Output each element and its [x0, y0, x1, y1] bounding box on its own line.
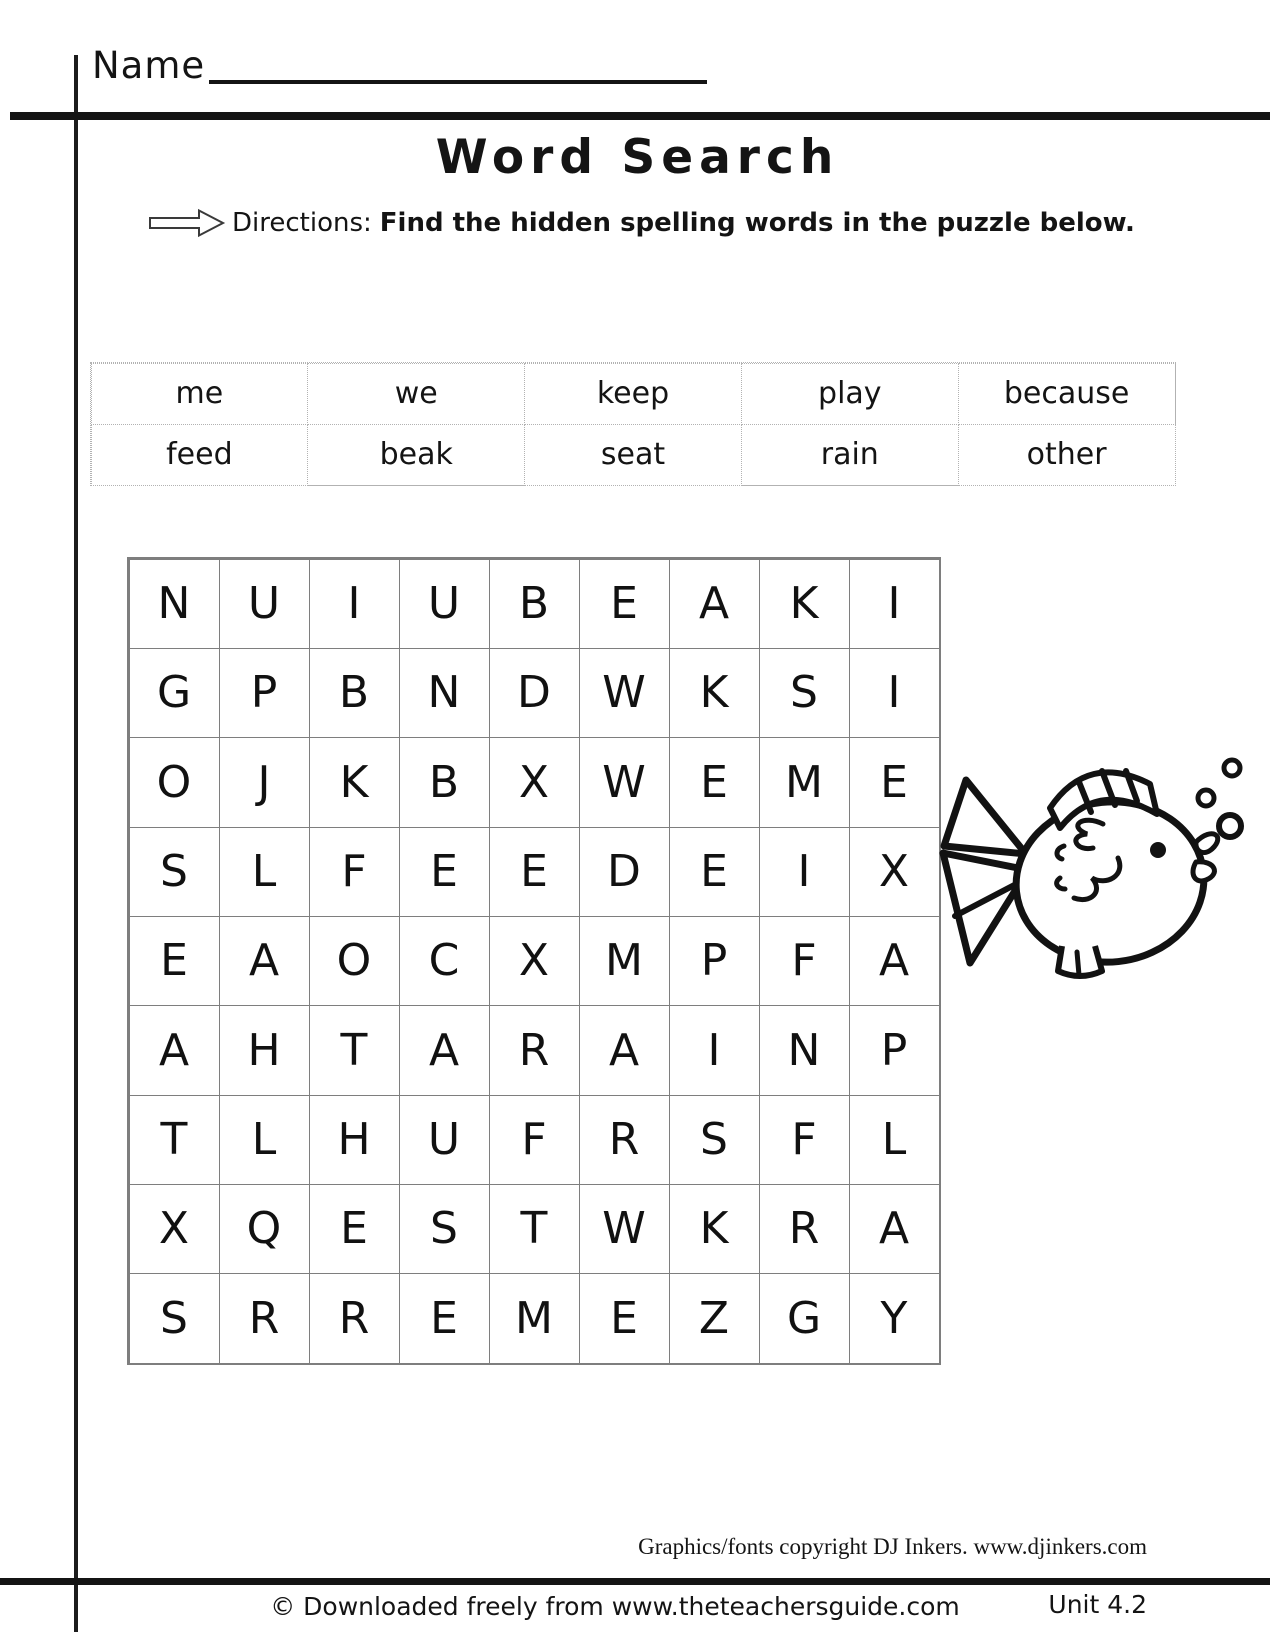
grid-letter-cell[interactable]: A [219, 916, 310, 1006]
grid-letter-cell[interactable]: A [399, 1005, 490, 1095]
grid-letter-cell[interactable]: F [309, 827, 400, 917]
grid-letter-cell[interactable]: E [399, 1273, 490, 1363]
word-bank-word: other [958, 424, 1176, 486]
grid-letter-cell[interactable]: J [219, 737, 310, 827]
graphics-credit: Graphics/fonts copyright DJ Inkers. www.djinkers.com [638, 1534, 1147, 1559]
footer-divider-rule [0, 1578, 1270, 1585]
grid-letter-cell[interactable]: I [849, 648, 940, 738]
unit-label: Unit 4.2 [1048, 1590, 1147, 1619]
directions-label: Directions: [232, 208, 372, 238]
grid-letter-cell[interactable]: M [579, 916, 670, 1006]
grid-letter-cell[interactable]: M [759, 737, 850, 827]
grid-letter-cell[interactable]: A [849, 1184, 940, 1274]
word-bank-word: seat [524, 424, 742, 486]
grid-letter-cell[interactable]: E [489, 827, 580, 917]
grid-letter-cell[interactable]: F [759, 1095, 850, 1185]
download-credit: © Downloaded freely from www.theteachersguide.com [270, 1592, 960, 1621]
grid-letter-cell[interactable]: I [849, 559, 940, 649]
grid-letter-cell[interactable]: X [489, 916, 580, 1006]
grid-letter-cell[interactable]: U [219, 559, 310, 649]
grid-letter-cell[interactable]: P [669, 916, 760, 1006]
grid-letter-cell[interactable]: S [129, 827, 220, 917]
bubble-large [1219, 815, 1241, 837]
grid-letter-cell[interactable]: O [309, 916, 400, 1006]
grid-letter-cell[interactable]: W [579, 737, 670, 827]
grid-letter-cell[interactable]: T [309, 1005, 400, 1095]
grid-letter-cell[interactable]: I [309, 559, 400, 649]
grid-letter-cell[interactable]: H [219, 1005, 310, 1095]
word-bank-word: because [958, 363, 1176, 425]
word-bank-word: feed [91, 424, 309, 486]
grid-letter-cell[interactable]: W [579, 1184, 670, 1274]
grid-letter-cell[interactable]: A [669, 559, 760, 649]
bubble-top [1224, 760, 1240, 776]
grid-letter-cell[interactable]: E [849, 737, 940, 827]
grid-letter-cell[interactable]: N [129, 559, 220, 649]
grid-letter-cell[interactable]: B [399, 737, 490, 827]
word-search-grid [127, 557, 941, 1365]
grid-letter-cell[interactable]: S [399, 1184, 490, 1274]
right-block-arrow-icon [148, 208, 226, 238]
grid-letter-cell[interactable]: E [669, 827, 760, 917]
grid-letter-cell[interactable]: E [309, 1184, 400, 1274]
grid-letter-cell[interactable]: X [489, 737, 580, 827]
grid-letter-cell[interactable]: W [579, 648, 670, 738]
grid-letter-cell[interactable]: U [399, 559, 490, 649]
word-bank-word: me [91, 363, 309, 425]
name-blank-line[interactable] [209, 44, 707, 84]
grid-letter-cell[interactable]: B [489, 559, 580, 649]
grid-letter-cell[interactable]: T [489, 1184, 580, 1274]
grid-letter-cell[interactable]: K [669, 648, 760, 738]
bubble-small [1198, 790, 1214, 806]
grid-letter-cell[interactable]: N [399, 648, 490, 738]
fish-tail-upper-blade [944, 780, 1026, 854]
grid-letter-cell[interactable]: D [489, 648, 580, 738]
grid-letter-cell[interactable]: E [129, 916, 220, 1006]
name-row [92, 44, 707, 87]
grid-letter-cell[interactable]: R [309, 1273, 400, 1363]
word-bank-word: rain [741, 424, 959, 486]
grid-letter-cell[interactable]: Y [849, 1273, 940, 1363]
grid-letter-cell[interactable]: E [399, 827, 490, 917]
grid-letter-cell[interactable]: L [219, 827, 310, 917]
name-label: Name [92, 44, 206, 87]
page-title: Word Search [435, 130, 840, 185]
grid-letter-cell[interactable]: Q [219, 1184, 310, 1274]
header-divider-rule [10, 112, 1270, 120]
grid-letter-cell[interactable]: L [849, 1095, 940, 1185]
grid-letter-cell[interactable]: C [399, 916, 490, 1006]
grid-letter-cell[interactable]: R [219, 1273, 310, 1363]
grid-letter-cell[interactable]: F [759, 916, 850, 1006]
fish-eye [1150, 842, 1166, 858]
grid-letter-cell[interactable]: R [579, 1095, 670, 1185]
grid-letter-cell[interactable]: R [489, 1005, 580, 1095]
grid-letter-cell[interactable]: X [129, 1184, 220, 1274]
grid-letter-cell[interactable]: S [759, 648, 850, 738]
grid-letter-cell[interactable]: K [309, 737, 400, 827]
grid-letter-cell[interactable]: F [489, 1095, 580, 1185]
grid-letter-cell[interactable]: L [219, 1095, 310, 1185]
fish-lip-upper [1196, 834, 1218, 853]
grid-letter-cell[interactable]: G [129, 648, 220, 738]
grid-letter-cell[interactable]: I [669, 1005, 760, 1095]
word-bank-word: play [741, 363, 959, 425]
grid-letter-cell[interactable]: P [849, 1005, 940, 1095]
grid-letter-cell[interactable]: R [759, 1184, 850, 1274]
grid-letter-cell[interactable]: M [489, 1273, 580, 1363]
grid-letter-cell[interactable]: T [129, 1095, 220, 1185]
fish-lip-lower [1193, 862, 1214, 881]
grid-letter-cell[interactable]: S [129, 1273, 220, 1363]
grid-letter-cell[interactable]: G [759, 1273, 850, 1363]
directions-row [148, 208, 1135, 238]
grid-letter-cell[interactable]: D [579, 827, 670, 917]
grid-letter-cell[interactable]: A [129, 1005, 220, 1095]
grid-letter-cell[interactable]: S [669, 1095, 760, 1185]
grid-letter-cell[interactable]: A [579, 1005, 670, 1095]
word-bank-table [90, 362, 1176, 486]
grid-letter-cell[interactable]: A [849, 916, 940, 1006]
word-bank-word: we [307, 363, 525, 425]
fish-illustration [938, 750, 1250, 998]
grid-letter-cell[interactable]: B [309, 648, 400, 738]
fish-bottom-fin-line [1077, 952, 1079, 975]
word-bank-word: keep [524, 363, 742, 425]
grid-letter-cell[interactable]: P [219, 648, 310, 738]
grid-letter-cell[interactable]: U [399, 1095, 490, 1185]
word-bank-word: beak [307, 424, 525, 486]
grid-letter-cell[interactable]: N [759, 1005, 850, 1095]
grid-letter-cell[interactable]: K [759, 559, 850, 649]
grid-letter-cell[interactable]: I [759, 827, 850, 917]
grid-letter-cell[interactable]: E [579, 559, 670, 649]
grid-letter-cell[interactable]: Z [669, 1273, 760, 1363]
grid-letter-cell[interactable]: H [309, 1095, 400, 1185]
grid-letter-cell[interactable]: K [669, 1184, 760, 1274]
grid-letter-cell[interactable]: X [849, 827, 940, 917]
directions-text: Find the hidden spelling words in the puzzle below. [379, 208, 1135, 238]
grid-letter-cell[interactable]: O [129, 737, 220, 827]
grid-letter-cell[interactable]: E [579, 1273, 670, 1363]
left-margin-rule [74, 55, 78, 1632]
grid-letter-cell[interactable]: E [669, 737, 760, 827]
